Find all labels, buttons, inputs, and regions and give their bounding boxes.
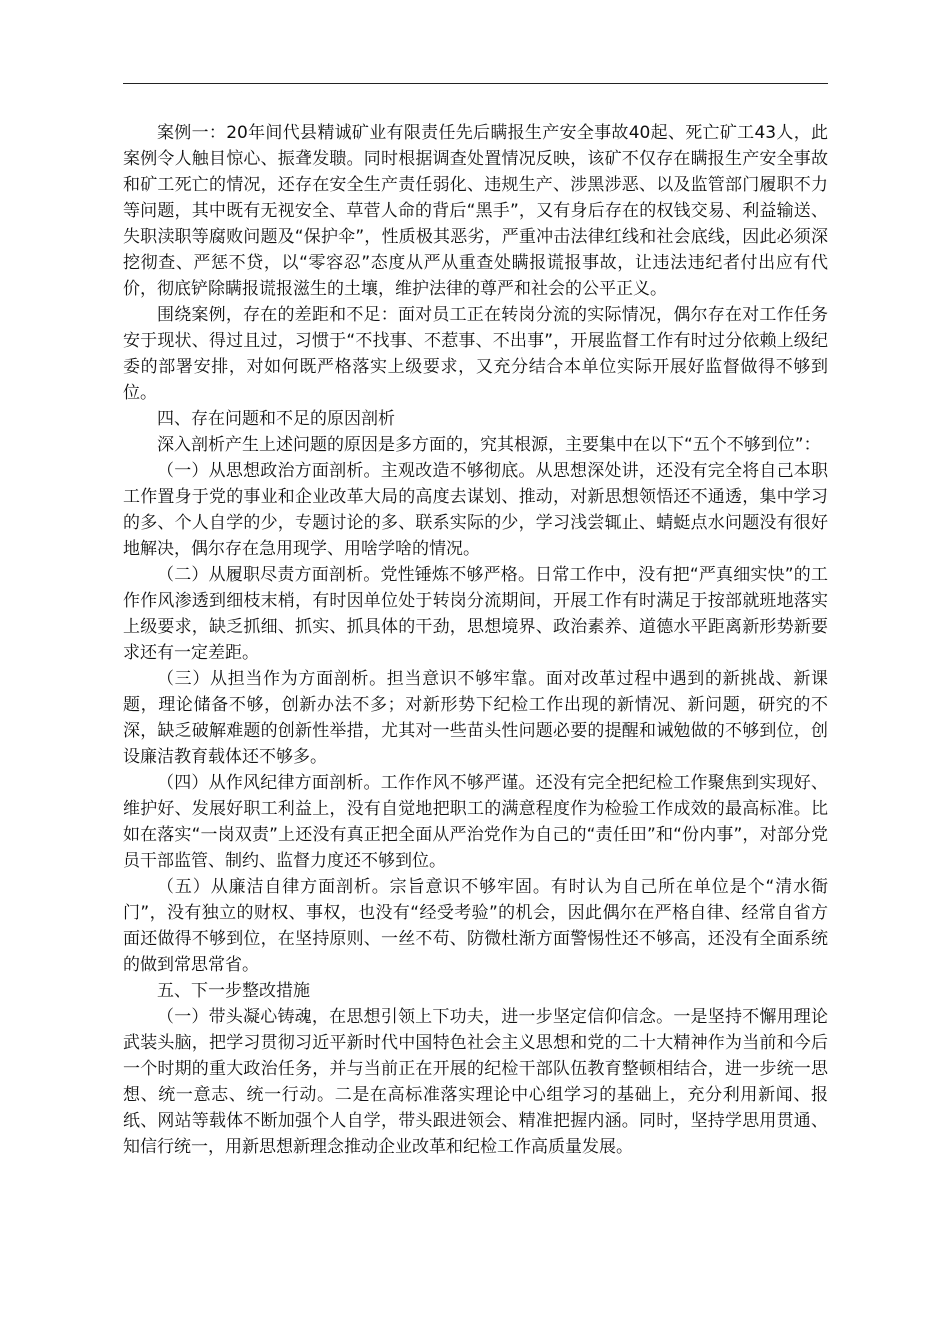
document-body [123,120,828,1160]
paragraph-case-one: 案例一：20年间代县精诚矿业有限责任先后瞒报生产安全事故40起、死亡矿工43人，此案例令人触目惊心、振聋发聩。同时根据调查处置情况反映，该矿不仅存在瞒报生产安全事故和矿工死亡的情况，还存在安全生产责任弱化、违规生产、涉黑涉恶、以及监管部门履职不力等问题，其中既有无视安全、草菅人命的背后“黑手”，又有身后存在的权钱交易、利益输送、失职渎职等腐败问题及“保护伞”，性质极其恶劣，严重冲击法律红线和社会底线，因此必须深挖彻查、严惩不贷，以“零容忍”态度从严从重查处瞒报谎报事故，让违法违纪者付出应有代价，彻底铲除瞒报谎报滋生的土壤，维护法律的尊严和社会的公平正义。 [123,123,828,299]
paragraph-cause-5: （五）从廉洁自律方面剖析。宗旨意识不够牢固。有时认为自己所在单位是个“清水衙门”，没有独立的财权、事权，也没有“经受考验”的机会，因此偶尔在严格自律、经常自省方面还做得不够到位，在坚持原则、一丝不苟、防微杜渐方面警惕性还不够高，还没有全面系统的做到常思常省。 [123,877,828,975]
paragraph-cause-1: （一）从思想政治方面剖析。主观改造不够彻底。从思想深处讲，还没有完全将自己本职工作置身于党的事业和企业改革大局的高度去谋划、推动，对新思想领悟还不通透，集中学习的多、个人自学的少，专题讨论的多、联系实际的少，学习浅尝辄止、蜻蜓点水问题没有很好地解决，偶尔存在急用现学、用啥学啥的情况。 [123,461,828,559]
paragraph-cause-3: （三）从担当作为方面剖析。担当意识不够牢靠。面对改革过程中遇到的新挑战、新课题，理论储备不够，创新办法不多；对新形势下纪检工作出现的新情况、新问题，研究的不深，缺乏破解难题的创新性举措，尤其对一些苗头性问题必要的提醒和诫勉做的不够到位，创设廉洁教育载体还不够多。 [123,669,828,767]
header-rule [123,83,828,84]
section-heading-four: 四、存在问题和不足的原因剖析 [157,409,395,429]
paragraph-gap-analysis: 围绕案例，存在的差距和不足：面对员工正在转岗分流的实际情况，偶尔存在对工作任务安于现状、得过且过，习惯于“不找事、不惹事、不出事”，开展监督工作有时过分依赖上级纪委的部署安排，对如何既严格落实上级要求，又充分结合本单位实际开展好监督做得不够到位。 [123,305,828,403]
paragraph-causes-intro: 深入剖析产生上述问题的原因是多方面的，究其根源，主要集中在以下“五个不够到位”： [157,435,821,455]
section-heading-five: 五、下一步整改措施 [157,981,310,1001]
paragraph-cause-2: （二）从履职尽责方面剖析。党性锤炼不够严格。日常工作中，没有把“严真细实快”的工作作风渗透到细枝末梢，有时因单位处于转岗分流期间，开展工作有时满足于按部就班地落实上级要求，缺乏抓细、抓实、抓具体的干劲，思想境界、政治素养、道德水平距离新形势新要求还有一定差距。 [123,565,828,663]
paragraph-cause-4: （四）从作风纪律方面剖析。工作作风不够严谨。还没有完全把纪检工作聚焦到实现好、维护好、发展好职工利益上，没有自觉地把职工的满意程度作为检验工作成效的最高标准。比如在落实“一岗双责”上还没有真正把全面从严治党作为自己的“责任田”和“份内事”，对部分党员干部监管、制约、监督力度还不够到位。 [123,773,828,871]
paragraph-measure-1: （一）带头凝心铸魂，在思想引领上下功夫，进一步坚定信仰信念。一是坚持不懈用理论武装头脑，把学习贯彻习近平新时代中国特色社会主义思想和党的二十大精神作为当前和今后一个时期的重大政治任务，并与当前正在开展的纪检干部队伍教育整顿相结合，进一步统一思想、统一意志、统一行动。二是在高标准落实理论中心组学习的基础上，充分利用新闻、报纸、网站等载体不断加强个人自学，带头跟进领会、精准把握内涵。同时，坚持学思用贯通、知信行统一，用新思想新理念推动企业改革和纪检工作高质量发展。 [123,1007,828,1157]
